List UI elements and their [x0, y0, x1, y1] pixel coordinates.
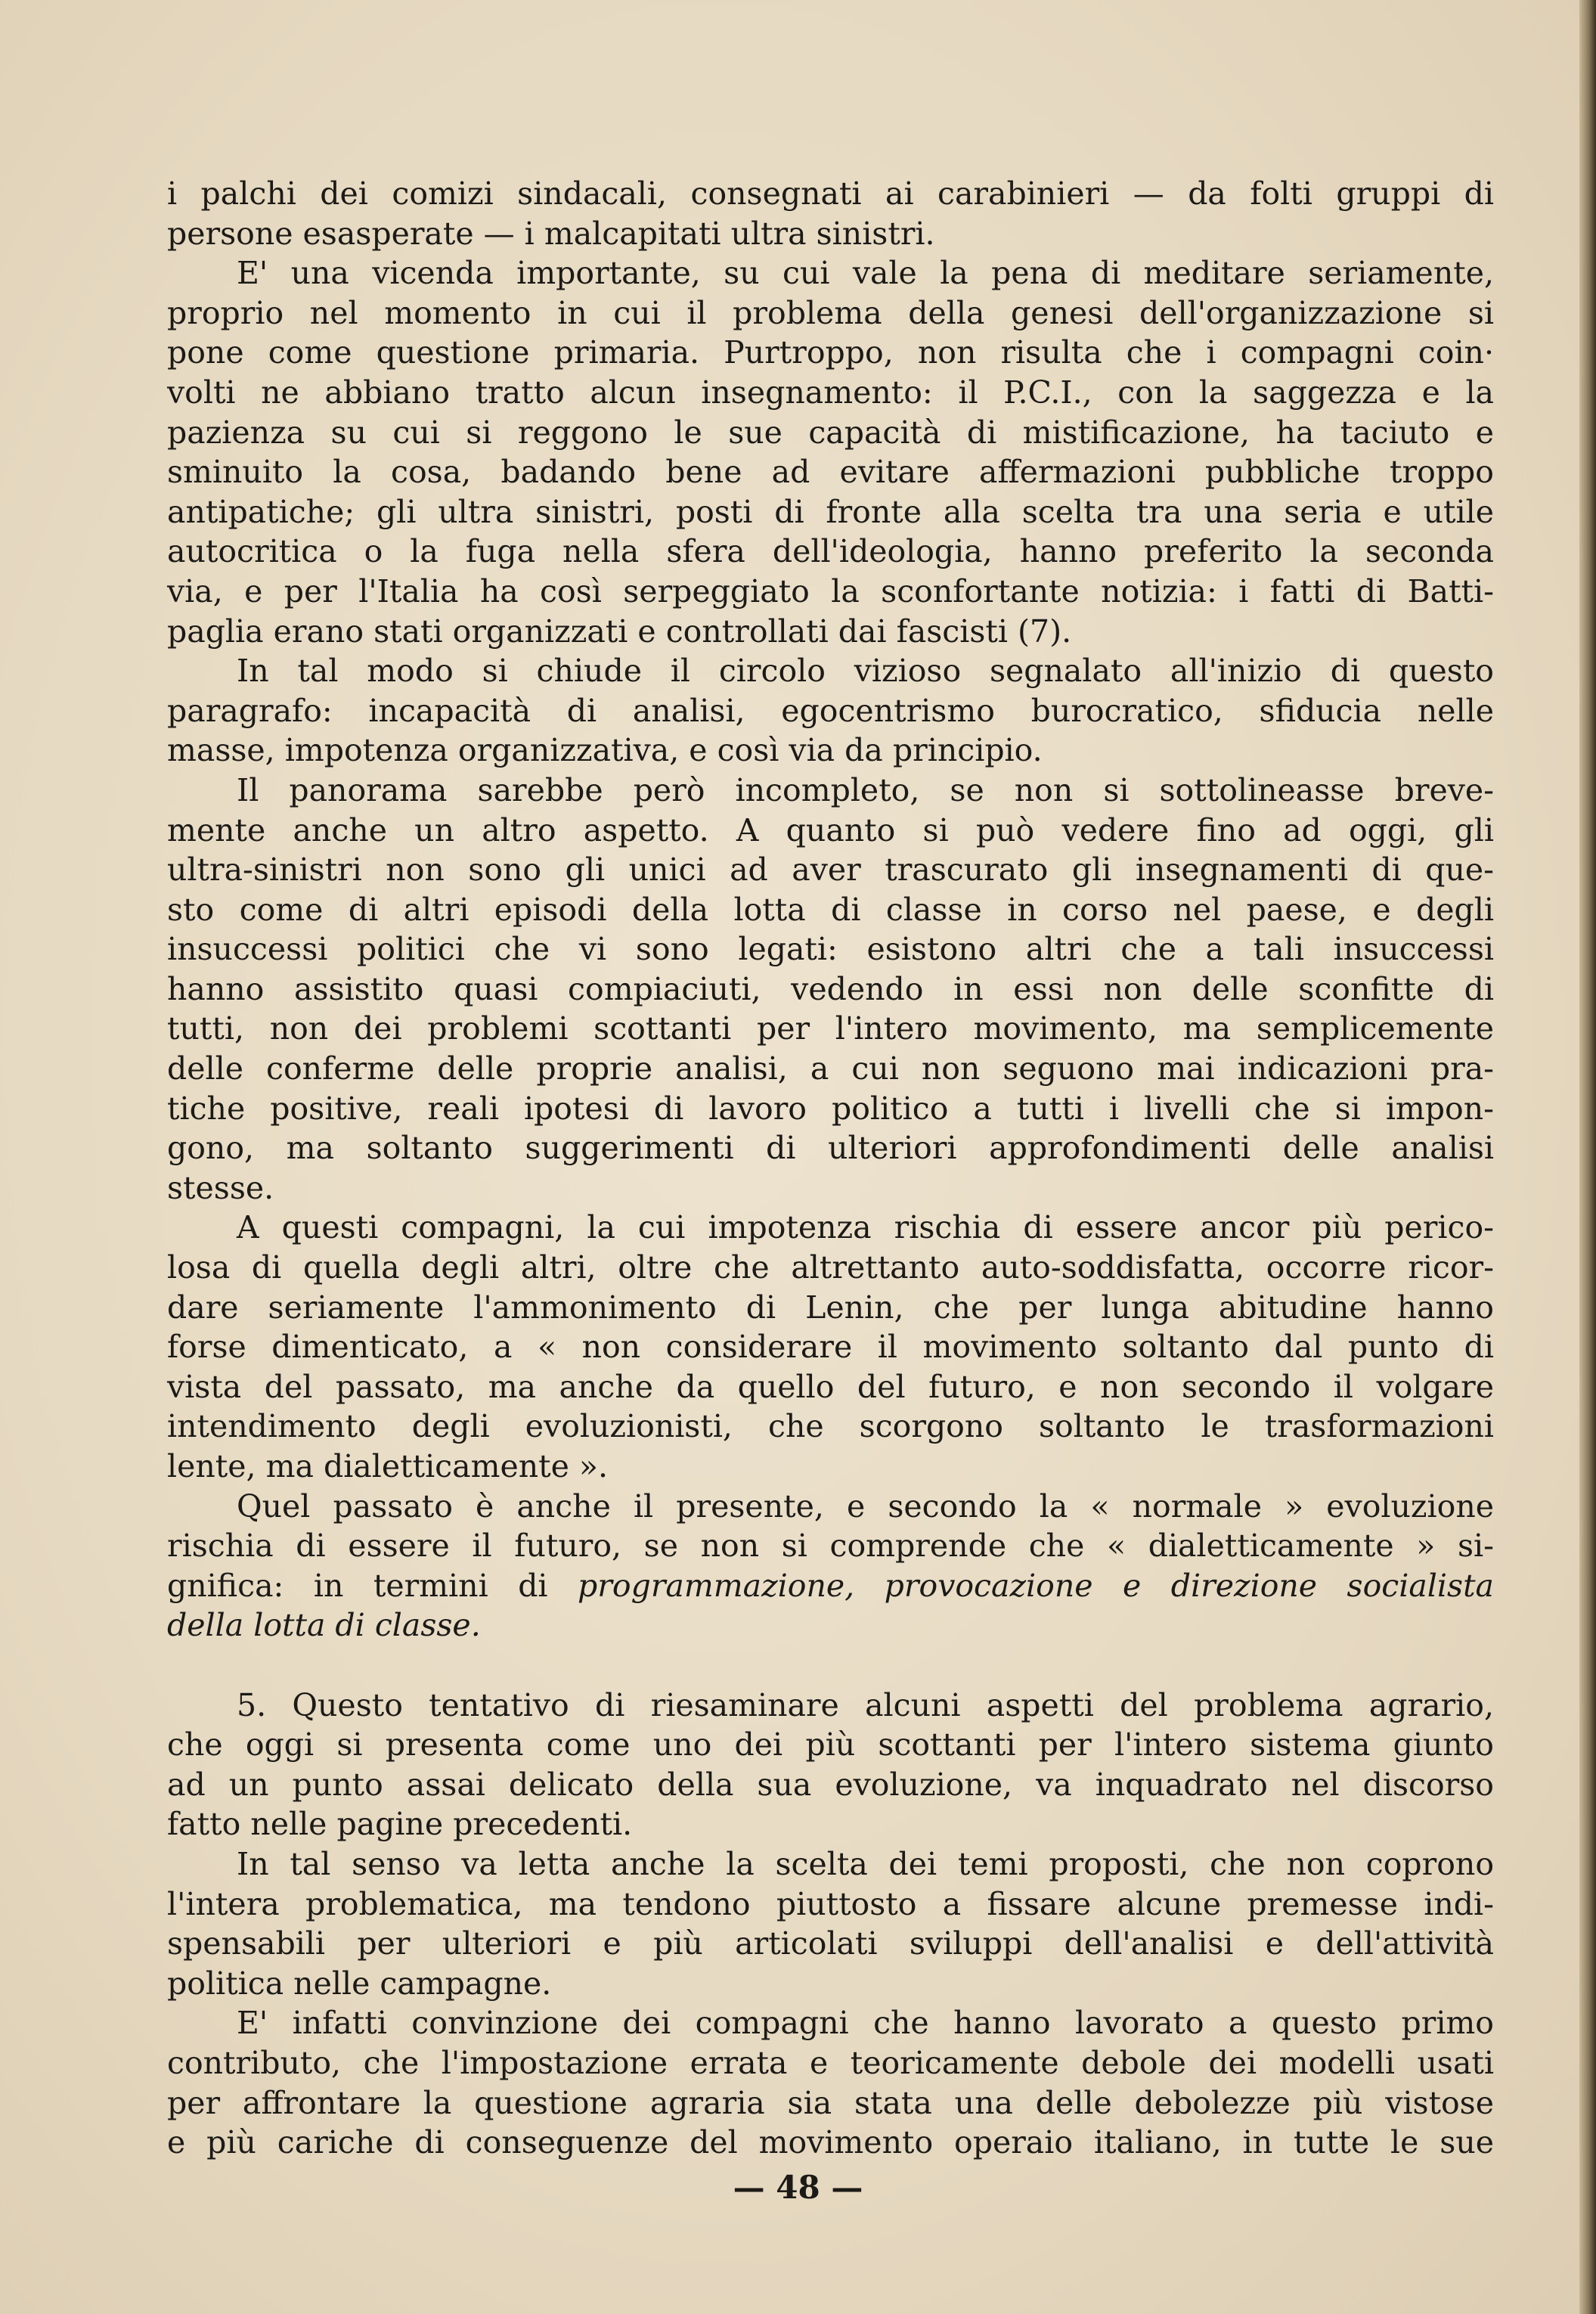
- text-line: 5. Questo tentativo di riesaminare alcuni aspetti del problema agrario,: [237, 1686, 1494, 1723]
- text-line: fatto nelle pagine precedenti.: [167, 1806, 633, 1843]
- text-line: paragrafo: incapacità di analisi, egocentrismo burocratico, sfiducia nelle: [167, 692, 1494, 729]
- text-line: che oggi si presenta come uno dei più scottanti per l'intero sistema giunto: [167, 1726, 1494, 1763]
- text-line: della lotta di classe.: [167, 1607, 481, 1644]
- text-line: Quel passato è anche il presente, e secondo la « normale » evoluzione: [237, 1487, 1494, 1525]
- text-line: hanno assistito quasi compiaciuti, vedendo in essi non delle sconfitte di: [167, 970, 1494, 1007]
- text-line: E' una vicenda importante, su cui vale la pena di meditare seriamente,: [237, 255, 1494, 292]
- text-line: sminuito la cosa, badando bene ad evitare affermazioni pubbliche troppo: [167, 454, 1494, 491]
- text-line: pone come questione primaria. Purtroppo, non risulta che i compagni coin·: [167, 334, 1494, 371]
- text-line: sto come di altri episodi della lotta di classe in corso nel paese, e degli: [167, 891, 1494, 928]
- text-line: pazienza su cui si reggono le sue capacità di mistificazione, ha taciuto e: [167, 414, 1494, 451]
- text-line: ultra-sinistri non sono gli unici ad aver trascurato gli insegnamenti di que-: [167, 851, 1494, 889]
- text-line: volti ne abbiano tratto alcun insegnamento: il P.C.I., con la saggezza e la: [167, 374, 1494, 411]
- text-line: tiche positive, reali ipotesi di lavoro politico a tutti i livelli che si impon-: [167, 1090, 1494, 1127]
- text-line: rischia di essere il futuro, se non si comprende che « dialetticamente » si-: [167, 1528, 1494, 1565]
- text-line: delle conferme delle proprie analisi, a cui non seguono mai indicazioni pra-: [167, 1050, 1494, 1087]
- text-line: E' infatti convinzione dei compagni che hanno lavorato a questo primo: [237, 2005, 1494, 2042]
- text-line: l'intera problematica, ma tendono piuttosto a fissare alcune premesse indi-: [167, 1885, 1494, 1922]
- text-line: intendimento degli evoluzionisti, che scorgono soltanto le trasformazioni: [167, 1408, 1494, 1445]
- page-number: — 48 —: [733, 2169, 863, 2206]
- text-line: vista del passato, ma anche da quello del futuro, e non secondo il volgare: [167, 1368, 1494, 1405]
- text-line: ad un punto assai delicato della sua evoluzione, va inquadrato nel discorso: [167, 1766, 1494, 1803]
- text-line: In tal modo si chiude il circolo vizioso segnalato all'inizio di questo: [237, 653, 1494, 690]
- text-line: gnifica: in termini di programmazione, provocazione e direzione socialista: [167, 1567, 1494, 1604]
- text-line: A questi compagni, la cui impotenza rischia di essere ancor più perico-: [237, 1209, 1494, 1246]
- text-line: contributo, che l'impostazione errata e teoricamente debole dei modelli usati: [167, 2044, 1494, 2081]
- body-text: [167, 174, 1494, 2163]
- text-line: dare seriamente l'ammonimento di Lenin, che per lunga abitudine hanno: [167, 1289, 1494, 1326]
- text-line: persone esasperate — i malcapitati ultra sinistri.: [167, 215, 935, 252]
- text-line: per affrontare la questione agraria sia stata una delle debolezze più vistose: [167, 2084, 1494, 2121]
- text-line: In tal senso va letta anche la scelta dei temi proposti, che non coprono: [237, 1845, 1494, 1882]
- text-line: gono, ma soltanto suggerimenti di ulteriori approfondimenti delle analisi: [167, 1130, 1494, 1167]
- text-line: stesse.: [167, 1169, 274, 1206]
- text-line: lente, ma dialetticamente ».: [167, 1448, 609, 1484]
- text-line: tutti, non dei problemi scottanti per l'intero movimento, ma semplicemente: [167, 1010, 1494, 1047]
- text-line: insuccessi politici che vi sono legati: esistono altri che a tali insuccessi: [167, 931, 1494, 968]
- text-line: paglia erano stati organizzati e controllati dai fascisti (7).: [167, 613, 1072, 650]
- text-line: i palchi dei comizi sindacali, consegnati ai carabinieri — da folti gruppi di: [167, 175, 1494, 212]
- text-line: Il panorama sarebbe però incompleto, se non si sottolineasse breve-: [237, 771, 1494, 808]
- text-line: masse, impotenza organizzativa, e così via da principio.: [167, 732, 1043, 769]
- text-line: mente anche un altro aspetto. A quanto si può vedere fino ad oggi, gli: [167, 811, 1494, 848]
- text-line: autocritica o la fuga nella sfera dell'ideologia, hanno preferito la seconda: [167, 533, 1494, 570]
- text-line: politica nelle campagne.: [167, 1965, 552, 2002]
- text-line: antipatiche; gli ultra sinistri, posti di fronte alla scelta tra una seria e utile: [167, 493, 1494, 530]
- text-line: spensabili per ulteriori e più articolati sviluppi dell'analisi e dell'attività: [167, 1925, 1494, 1962]
- text-line: losa di quella degli altri, oltre che altrettanto auto-soddisfatta, occorre ricor-: [167, 1249, 1494, 1286]
- text-line: e più cariche di conseguenze del movimento operaio italiano, in tutte le sue: [167, 2124, 1494, 2161]
- text-line: forse dimenticato, a « non considerare il movimento soltanto dal punto di: [167, 1329, 1494, 1366]
- text-line: via, e per l'Italia ha così serpeggiato la sconfortante notizia: i fatti di Batti-: [167, 572, 1494, 610]
- page-edge: [1579, 0, 1596, 2314]
- text-line: proprio nel momento in cui il problema della genesi dell'organizzazione si: [167, 294, 1494, 331]
